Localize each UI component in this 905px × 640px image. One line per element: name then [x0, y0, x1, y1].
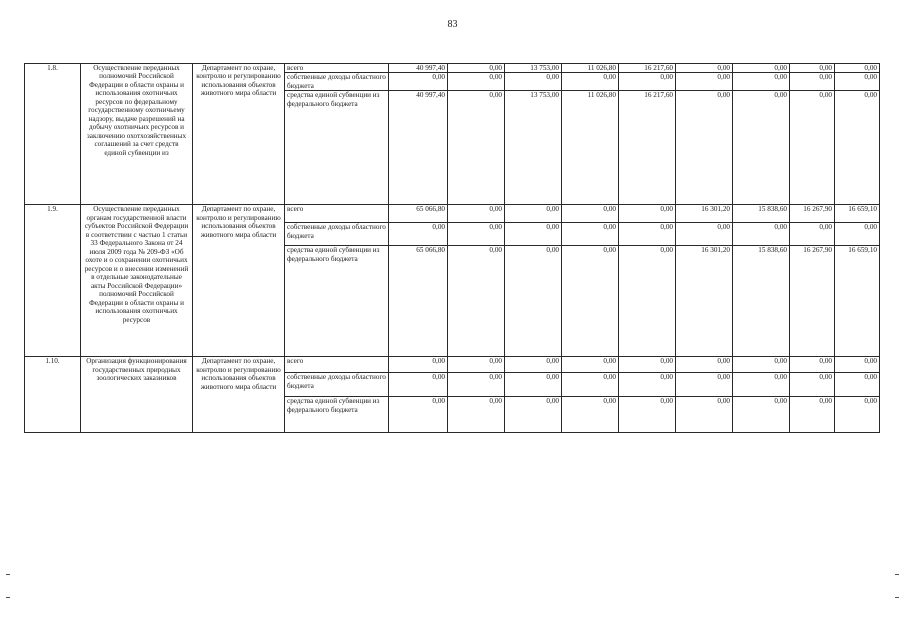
amount-cell: 0,00 — [619, 73, 676, 91]
amount-cell: 0,00 — [676, 357, 733, 373]
source-total-label: всего — [285, 205, 389, 223]
amount-cell: 0,00 — [448, 373, 505, 397]
amount-cell: 0,00 — [790, 64, 835, 73]
activity-name: Осуществление переданных органам государственной власти субъектов Российской Федерации в соответствии с частью 1 статьи 33 Федерального Закона от 24 июля 2009 года № 209-ФЗ «Об охоте и о сохранении охотничьих ресурсов и о внесении изменений в отдельные законодательные акты Российской Федерации» полномочий Российской Федерации в области охраны и использования охотничьих ресурсов — [81, 205, 193, 357]
page-number: 83 — [447, 19, 458, 30]
amount-cell: 0,00 — [448, 205, 505, 223]
amount-cell: 0,00 — [619, 223, 676, 246]
amount-cell: 0,00 — [562, 357, 619, 373]
amount-cell: 0,00 — [448, 91, 505, 205]
amount-cell: 0,00 — [505, 205, 562, 223]
amount-cell: 0,00 — [619, 205, 676, 223]
amount-cell: 0,00 — [505, 246, 562, 357]
amount-cell: 0,00 — [790, 223, 835, 246]
amount-cell: 16 301,20 — [676, 205, 733, 223]
amount-cell: 0,00 — [835, 373, 880, 397]
amount-cell: 0,00 — [835, 357, 880, 373]
amount-cell: 0,00 — [448, 73, 505, 91]
source-total-label: всего — [285, 64, 389, 73]
amount-cell: 0,00 — [505, 373, 562, 397]
amount-cell: 0,00 — [790, 357, 835, 373]
amount-cell: 16 659,10 — [835, 205, 880, 223]
activity-name: Организация функционирования государственных природных зоологических заказников — [81, 357, 193, 433]
amount-cell: 0,00 — [448, 357, 505, 373]
amount-cell: 15 838,60 — [733, 246, 790, 357]
table-row — [25, 205, 880, 223]
amount-cell: 0,00 — [835, 64, 880, 73]
amount-cell: 11 026,80 — [562, 91, 619, 205]
amount-cell: 40 997,40 — [389, 64, 448, 73]
margin-tick — [895, 597, 899, 598]
source-federal-subvention-label: средства единой субвенции из федерального бюджета — [285, 397, 389, 433]
amount-cell: 0,00 — [619, 373, 676, 397]
amount-cell: 0,00 — [562, 246, 619, 357]
amount-cell: 13 753,00 — [505, 91, 562, 205]
amount-cell: 0,00 — [676, 91, 733, 205]
amount-cell: 15 838,60 — [733, 205, 790, 223]
amount-cell: 13 753,00 — [505, 64, 562, 73]
amount-cell: 0,00 — [733, 373, 790, 397]
amount-cell: 0,00 — [733, 64, 790, 73]
amount-cell: 11 026,80 — [562, 64, 619, 73]
amount-cell: 0,00 — [562, 73, 619, 91]
table-row — [25, 357, 880, 373]
amount-cell: 0,00 — [676, 397, 733, 433]
amount-cell: 16 267,90 — [790, 205, 835, 223]
margin-tick — [6, 574, 10, 575]
amount-cell: 0,00 — [448, 246, 505, 357]
table-row — [25, 64, 880, 73]
amount-cell: 0,00 — [733, 223, 790, 246]
budget-table — [24, 63, 880, 433]
amount-cell: 16 267,90 — [790, 246, 835, 357]
row-number: 1.9. — [25, 205, 81, 357]
source-federal-subvention-label: средства единой субвенции из федерального бюджета — [285, 246, 389, 357]
amount-cell: 0,00 — [676, 73, 733, 91]
source-federal-subvention-label: средства единой субвенции из федерального бюджета — [285, 91, 389, 205]
amount-cell: 0,00 — [790, 91, 835, 205]
amount-cell: 0,00 — [389, 73, 448, 91]
margin-tick — [6, 597, 10, 598]
amount-cell: 16 301,20 — [676, 246, 733, 357]
amount-cell: 0,00 — [790, 373, 835, 397]
amount-cell: 0,00 — [676, 64, 733, 73]
amount-cell: 0,00 — [790, 397, 835, 433]
source-total-label: всего — [285, 357, 389, 373]
source-own-budget-label: собственные доходы областного бюджета — [285, 223, 389, 246]
amount-cell: 0,00 — [448, 397, 505, 433]
amount-cell: 0,00 — [562, 373, 619, 397]
activity-name: Осуществление переданных полномочий Российской Федерации в области охраны и использования охотничьих ресурсов по федеральному государственному охотничьему надзору, выдаче разрешений на добычу охотничьих ресурсов и заключению охотхозяйственных соглашений за счет средств единой субвенции из — [81, 64, 193, 205]
source-own-budget-label: собственные доходы областного бюджета — [285, 73, 389, 91]
amount-cell: 0,00 — [389, 373, 448, 397]
amount-cell: 0,00 — [389, 397, 448, 433]
amount-cell: 0,00 — [835, 73, 880, 91]
amount-cell: 0,00 — [835, 91, 880, 205]
amount-cell: 16 217,60 — [619, 91, 676, 205]
row-number: 1.8. — [25, 64, 81, 205]
margin-tick — [895, 574, 899, 575]
amount-cell: 65 066,80 — [389, 205, 448, 223]
amount-cell: 16 217,60 — [619, 64, 676, 73]
amount-cell: 0,00 — [733, 397, 790, 433]
amount-cell: 0,00 — [505, 357, 562, 373]
amount-cell: 65 066,80 — [389, 246, 448, 357]
amount-cell: 0,00 — [619, 397, 676, 433]
amount-cell: 0,00 — [676, 373, 733, 397]
amount-cell: 0,00 — [389, 357, 448, 373]
amount-cell: 0,00 — [505, 397, 562, 433]
source-own-budget-label: собственные доходы областного бюджета — [285, 373, 389, 397]
amount-cell: 40 997,40 — [389, 91, 448, 205]
amount-cell: 0,00 — [562, 223, 619, 246]
amount-cell: 16 659,10 — [835, 246, 880, 357]
amount-cell: 0,00 — [619, 246, 676, 357]
amount-cell: 0,00 — [733, 73, 790, 91]
row-number: 1.10. — [25, 357, 81, 433]
amount-cell: 0,00 — [505, 73, 562, 91]
responsible-department: Департамент по охране, контролю и регулированию использования объектов животного мира области — [193, 64, 285, 205]
amount-cell: 0,00 — [733, 91, 790, 205]
amount-cell: 0,00 — [835, 223, 880, 246]
responsible-department: Департамент по охране, контролю и регулированию использования объектов животного мира области — [193, 357, 285, 433]
amount-cell: 0,00 — [562, 397, 619, 433]
amount-cell: 0,00 — [733, 357, 790, 373]
responsible-department: Департамент по охране, контролю и регулированию использования объектов животного мира области — [193, 205, 285, 357]
amount-cell: 0,00 — [505, 223, 562, 246]
amount-cell: 0,00 — [790, 73, 835, 91]
amount-cell: 0,00 — [619, 357, 676, 373]
amount-cell: 0,00 — [448, 223, 505, 246]
amount-cell: 0,00 — [676, 223, 733, 246]
amount-cell: 0,00 — [448, 64, 505, 73]
amount-cell: 0,00 — [835, 397, 880, 433]
amount-cell: 0,00 — [389, 223, 448, 246]
amount-cell: 0,00 — [562, 205, 619, 223]
